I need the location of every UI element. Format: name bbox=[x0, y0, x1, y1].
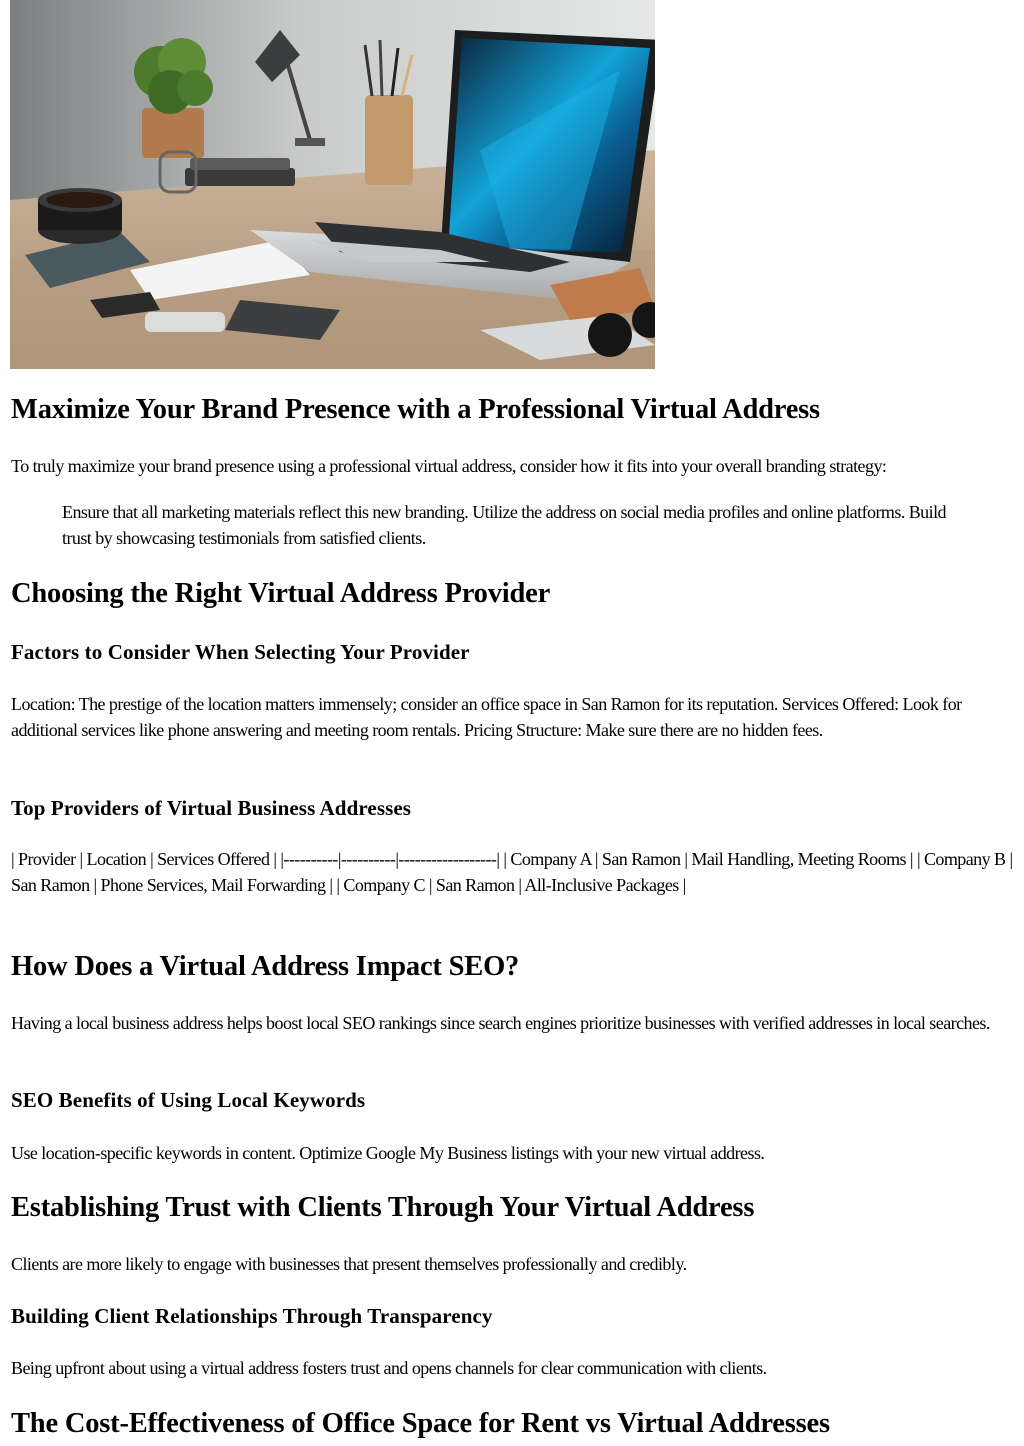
seo-text: Having a local business address helps boost local SEO rankings since search engines prioritize businesses with verified addresses in local searches. bbox=[11, 1013, 990, 1033]
subheading-factors: Factors to Consider When Selecting Your Provider bbox=[11, 640, 470, 664]
providers-table-text: | Provider | Location | Services Offered | |----------|----------|------------------| | Company A | San Ramon | Mail Handling, Meeting Rooms | | Company B | San Ramon | Phone Services, Mail Forwarding | | Company C | San Ramon | All-Inclusive Packages | bbox=[11, 849, 1013, 895]
section-heading-trust: Establishing Trust with Clients Through Your Virtual Address bbox=[11, 1192, 755, 1223]
section-heading-brand: Maximize Your Brand Presence with a Professional Virtual Address bbox=[11, 394, 820, 425]
section-heading-choosing: Choosing the Right Virtual Address Provider bbox=[11, 578, 551, 609]
subheading-transparency: Building Client Relationships Through Transparency bbox=[11, 1304, 493, 1328]
section-heading-cost: The Cost-Effectiveness of Office Space for Rent vs Virtual Addresses bbox=[11, 1408, 830, 1439]
brand-quote: Ensure that all marketing materials reflect this new branding. Utilize the address on social media profiles and online platforms. Build trust by showcasing testimonials from satisfied clients. bbox=[62, 502, 946, 548]
desk-laptop-image bbox=[10, 0, 655, 369]
subheading-keywords: SEO Benefits of Using Local Keywords bbox=[11, 1088, 366, 1112]
transparency-text: Being upfront about using a virtual address fosters trust and opens channels for clear communication with clients. bbox=[11, 1358, 767, 1378]
keywords-text: Use location-specific keywords in content. Optimize Google My Business listings with your new virtual address. bbox=[11, 1143, 765, 1163]
subheading-providers: Top Providers of Virtual Business Addresses bbox=[11, 796, 412, 820]
brand-intro-text: To truly maximize your brand presence using a professional virtual address, consider how it fits into your overall branding strategy: bbox=[11, 456, 887, 476]
trust-text: Clients are more likely to engage with businesses that present themselves professionally and credibly. bbox=[11, 1254, 687, 1274]
factors-text: Location: The prestige of the location matters immensely; consider an office space in San Ramon for its reputation. Services Offered: Look for additional services like phone answering and meeting room rentals. Pricing Structure: Make sure there are no hidden fees. bbox=[11, 694, 962, 740]
section-heading-seo: How Does a Virtual Address Impact SEO? bbox=[11, 951, 520, 982]
